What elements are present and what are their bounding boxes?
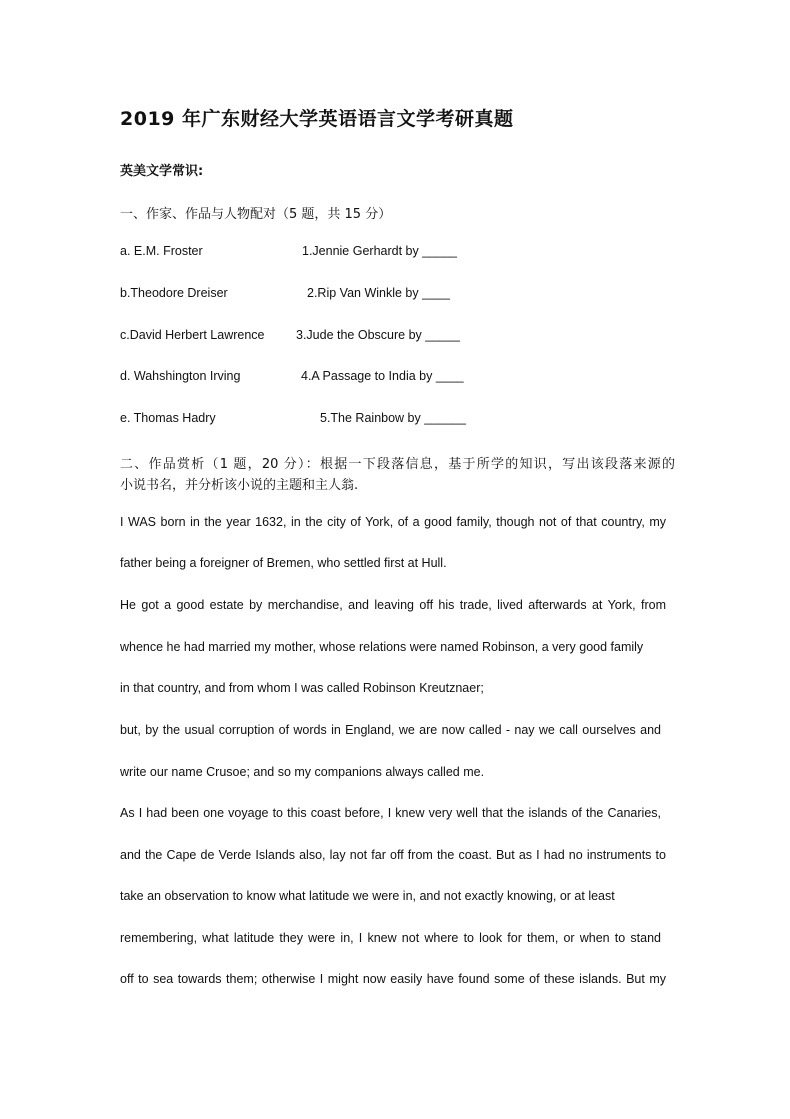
author-name: d. Wahshington Irving xyxy=(120,369,241,383)
passage-line: in that country, and from whom I was called Robinson Kreutznaer; xyxy=(120,681,484,695)
passage-line: write our name Crusoe; and so my companions always called me. xyxy=(120,765,485,779)
work-title: 2.Rip Van Winkle by ____ xyxy=(307,286,450,300)
author-name: a. E.M. Froster xyxy=(120,244,203,258)
matching-pair xyxy=(0,286,790,304)
work-title: 4.A Passage to India by ____ xyxy=(301,369,464,383)
passage-line: off to sea towards them; otherwise I might now easily have found some of these islands. But my xyxy=(120,972,666,986)
author-name: b.Theodore Dreiser xyxy=(120,286,228,300)
part1-heading: 一、作家、作品与人物配对（5 题，共 15 分） xyxy=(120,207,392,222)
matching-pair xyxy=(0,244,790,262)
passage-line: take an observation to know what latitude we were in, and not exactly knowing, or at least xyxy=(120,889,615,903)
matching-pair xyxy=(0,369,790,387)
passage-line: whence he had married my mother, whose relations were named Robinson, a very good family xyxy=(120,640,644,654)
work-title: 3.Jude the Obscure by _____ xyxy=(296,328,461,342)
passage-line: remembering, what latitude they were in, I knew not where to look for them, or when to stand xyxy=(120,931,661,945)
section-heading: 英美文学常识: xyxy=(120,164,204,179)
work-title: 1.Jennie Gerhardt by _____ xyxy=(302,244,457,258)
passage-line: and the Cape de Verde Islands also, lay not far off from the coast. But as I had no instruments to xyxy=(120,848,666,862)
work-title: 5.The Rainbow by ______ xyxy=(320,411,466,425)
author-name: e. Thomas Hadry xyxy=(120,411,216,425)
passage-line: As I had been one voyage to this coast before, I knew very well that the islands of the Canaries, xyxy=(120,806,661,820)
author-name: c.David Herbert Lawrence xyxy=(120,328,265,342)
part2-heading-line: 二、作品赏析（1 题，20 分）：根据一下段落信息，基于所学的知识，写出该段落来源的 xyxy=(120,457,675,472)
passage-line: I WAS born in the year 1632, in the city of York, of a good family, though not of that country, my xyxy=(120,515,666,529)
page-title: 2019 年广东财经大学英语语言文学考研真题 xyxy=(120,108,514,130)
matching-pair xyxy=(0,411,790,429)
matching-pair xyxy=(0,328,790,346)
passage-line: father being a foreigner of Bremen, who settled first at Hull. xyxy=(120,556,447,570)
passage-line: He got a good estate by merchandise, and leaving off his trade, lived afterwards at York, from xyxy=(120,598,666,612)
part2-heading-line: 小说书名，并分析该小说的主题和主人翁. xyxy=(120,478,359,493)
passage-line: but, by the usual corruption of words in England, we are now called - nay we call ourselves and xyxy=(120,723,661,737)
